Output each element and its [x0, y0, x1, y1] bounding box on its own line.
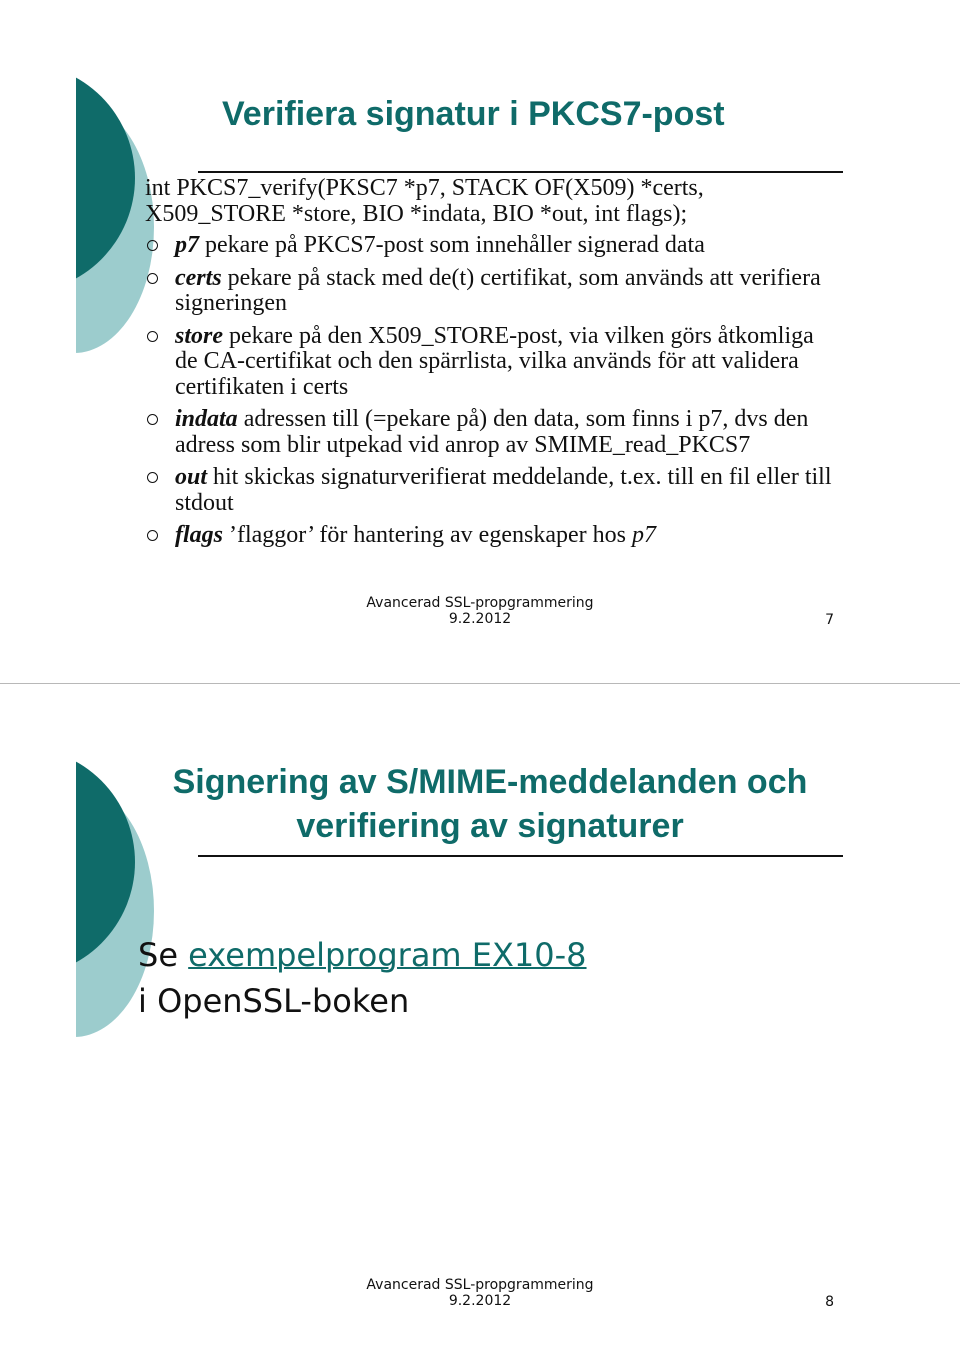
- bullet-circle-icon: [147, 331, 158, 342]
- param-tail: p7: [631, 522, 656, 548]
- list-item: [145, 324, 835, 401]
- footer-course: Avancerad SSL-propgrammering: [366, 595, 594, 611]
- example-program-link[interactable]: exempelprogram EX10-8: [188, 936, 587, 974]
- slide-footer: [330, 1277, 630, 1309]
- slide-title: Signering av S/MIME-meddelanden och verifiering av signaturer: [172, 763, 808, 845]
- param-description: adressen till (=pekare på) den data, som finns i p7, dvs den adress som blir utpekad vid anrop av SMIME_read_PKCS7: [175, 406, 809, 458]
- footer-course: Avancerad SSL-propgrammering: [366, 1277, 594, 1293]
- footer-date: 9.2.2012: [448, 611, 512, 627]
- param-description: pekare på stack med de(t) certifikat, som används att verifiera signeringen: [175, 264, 821, 316]
- list-item: [145, 465, 835, 516]
- param-description: pekare på den X509_STORE-post, via vilken görs åtkomliga de CA-certifikat och den spärrlista, vilka används för att validera certifikaten i certs: [175, 322, 814, 400]
- example-reference: [138, 932, 587, 1024]
- list-item: [145, 233, 835, 259]
- parameter-list: [145, 233, 835, 549]
- list-item: [145, 407, 835, 458]
- reference-book: i OpenSSL-boken: [138, 982, 410, 1020]
- title-rule: [198, 171, 843, 173]
- list-item: [145, 523, 835, 549]
- bullet-circle-icon: [147, 273, 158, 284]
- param-term: store: [175, 322, 223, 349]
- slide-footer: [330, 595, 630, 627]
- param-term: out: [175, 464, 208, 490]
- slide-8: [0, 684, 960, 1367]
- footer-date: 9.2.2012: [448, 1293, 512, 1309]
- page-number: 7: [825, 612, 834, 628]
- slide-body: [145, 176, 835, 556]
- title-rule: [198, 855, 843, 857]
- signature-line-1: int PKCS7_verify(PKSC7 *p7, STACK OF(X509) *certs,: [145, 175, 704, 201]
- param-term: indata: [175, 406, 238, 432]
- slide-title: Verifiera signatur i PKCS7-post: [222, 95, 725, 133]
- signature-line-2: X509_STORE *store, BIO *indata, BIO *out, int flags);: [145, 200, 688, 227]
- slide-7: [0, 0, 960, 683]
- param-description: ’flaggor’ för hantering av egenskaper hos: [223, 522, 632, 548]
- param-term: certs: [175, 264, 222, 291]
- bullet-circle-icon: [147, 472, 158, 483]
- page-number: 8: [825, 1294, 834, 1310]
- bullet-circle-icon: [147, 530, 158, 541]
- param-term: flags: [175, 522, 223, 548]
- function-signature: [145, 176, 835, 227]
- bullet-circle-icon: [147, 240, 158, 251]
- param-description: hit skickas signaturverifierat meddelande, t.ex. till en fil eller till stdout: [175, 464, 832, 516]
- reference-prefix: Se: [138, 936, 189, 974]
- decoration-mask: [0, 684, 76, 1367]
- bullet-circle-icon: [147, 414, 158, 425]
- param-description: pekare på PKCS7-post som innehåller signerad data: [199, 232, 705, 258]
- decoration-mask: [0, 0, 76, 683]
- list-item: [145, 266, 835, 317]
- param-term: p7: [175, 232, 199, 258]
